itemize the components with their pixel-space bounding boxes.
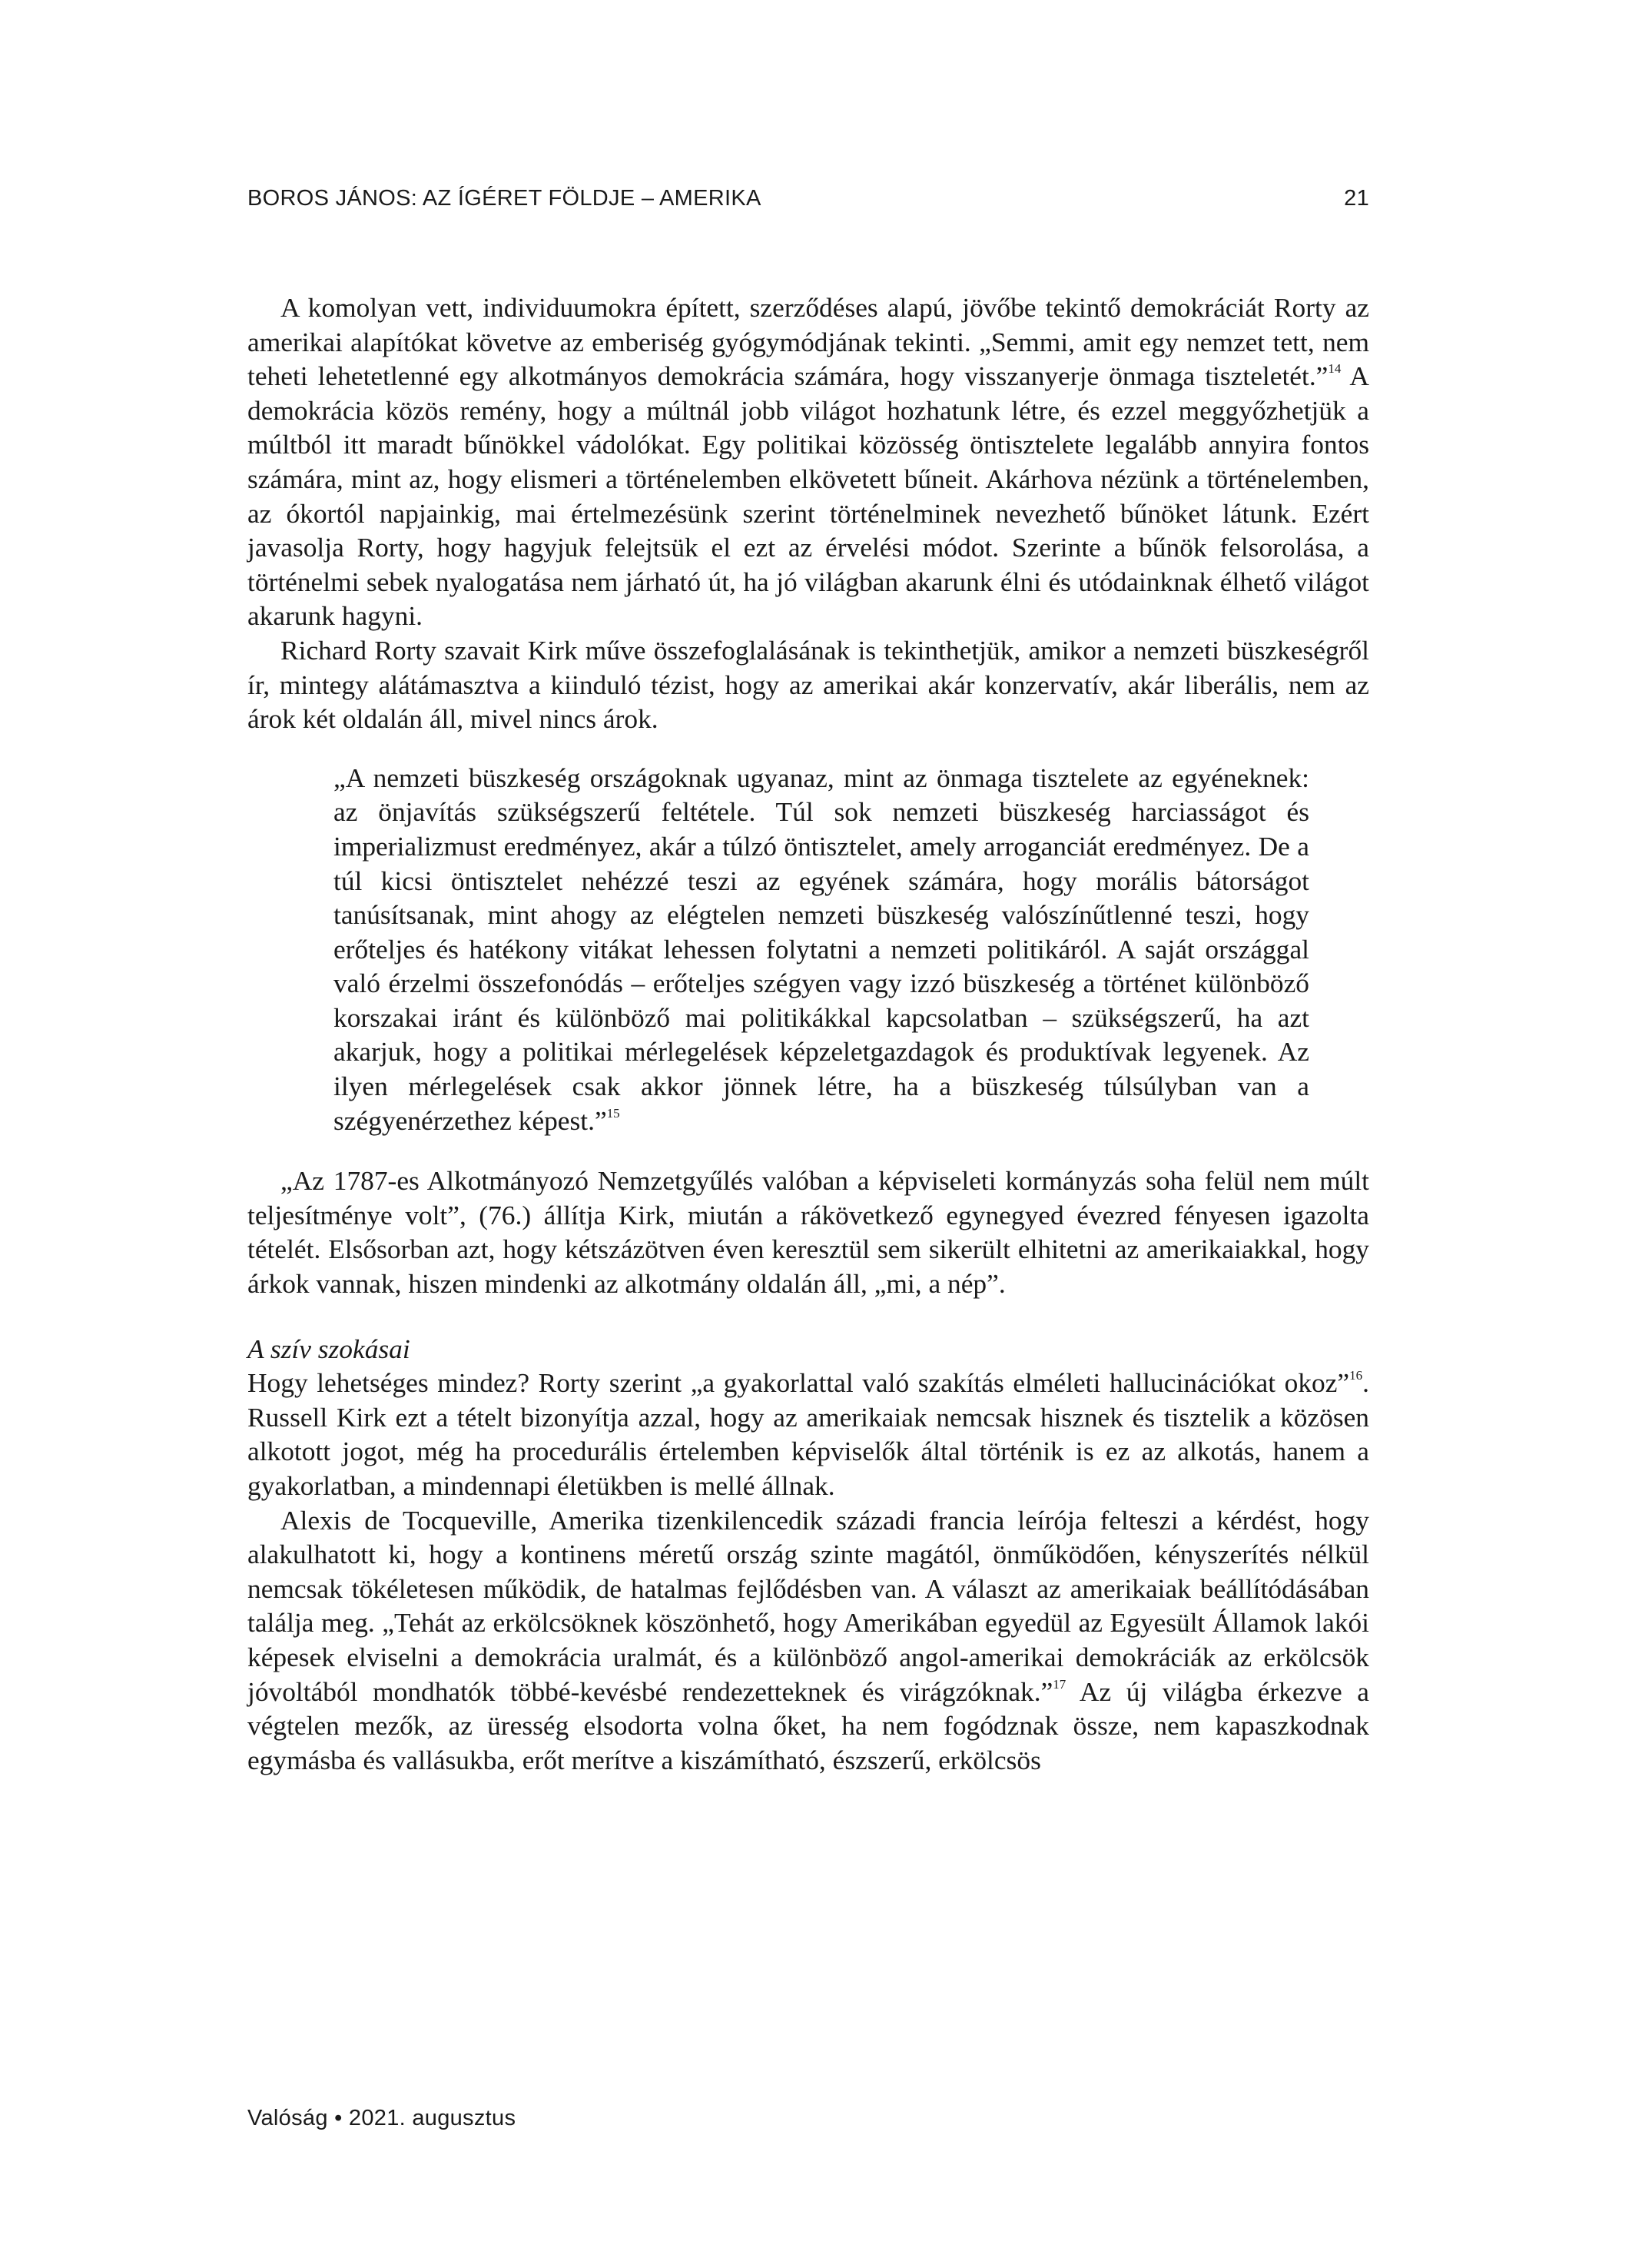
section-subheading: A szív szokásai [247,1333,410,1364]
paragraph-2: Richard Rorty szavait Kirk műve összefoglalásának is tekinthetjük, amikor a nemzeti büszkeségről ír, mintegy alátámasztva a kiinduló tézist, hogy az amerikai akár konzervatív, akár liberális, nem az árok két oldalán áll, mivel nincs árok. [247,634,1369,735]
footnote-ref-15: 15 [606,1105,620,1121]
page-number: 21 [1344,186,1369,211]
running-title: BOROS JÁNOS: AZ ÍGÉRET FÖLDJE – AMERIKA [247,186,761,211]
footnote-ref-14: 14 [1328,361,1342,377]
paragraph-text: Az új világba érkezve a végtelen mezők, az üresség elsodorta volna őket, ha nem fogódznak össze, nem kapaszkodnak egymásba és vallásukba, erőt merítve a kiszámítható, észszerű, erkölcsös [247,1675,1370,1775]
paragraph-4 [247,1366,1369,1503]
paragraph-1 [247,291,1369,633]
paragraph-text: Hogy lehetséges mindez? Rorty szerint „a gyakorlattal való szakítás elméleti hallucinációkat okoz” [247,1367,1350,1399]
paragraph-5 [247,1503,1369,1778]
running-head [247,186,1369,220]
block-quote [333,761,1309,1138]
paragraph-3: „Az 1787-es Alkotmányozó Nemzetgyűlés valóban a képviseleti kormányzás soha felül nem múlt teljesítménye volt”, (76.) állítja Kirk, miután a rákövetkező egynegyed évezred fényesen igazolta tételét. Elsősorban azt, hogy kétszázötven éven keresztül sem sikerült elhitetni az amerikaiakkal, hogy árkok vannak, hiszen mindenki az alkotmány oldalán áll, „mi, a nép”. [247,1165,1369,1300]
paragraph-text: . Russell Kirk ezt a tételt bizonyítja azzal, hogy az amerikaiak nemcsak hisznek és tisztelik a közösen alkotott jogot, még ha procedurális értelemben képviselők által történik is ez az alkotás, hanem a gyakorlatban, a mindennapi életükben is mellé állnak. [247,1367,1369,1501]
article-body [247,291,1369,1777]
paragraph-text: A komolyan vett, individuumokra épített, szerződéses alapú, jövőbe tekintő demokráciát Rorty az amerikai alapítókat követve az emberiség gyógymódjának tekinti. „Semmi, amit egy nemzet tett, nem teheti lehetetlenné egy alkotmányos demokrácia számára, hogy visszanyerje önmaga tiszteletét.” [247,292,1369,392]
paragraph-text: A demokrácia közös remény, hogy a múltnál jobb világot hozhatunk létre, és ezzel meggyőzhetjük a múltból itt maradt bűnökkel vádolókat. Egy politikai közösség öntisztelete legalább annyira fontos számára, mint az, hogy elismeri a történelemben elkövetett bűneit. Akárhova nézünk a történelemben, az ókortól napjainkig, mai értelmezésünk szerint történelminek nevezhető bűnöket látunk. Ezért javasolja Rorty, hogy hagyjuk felejtsük el ezt az érvelési módot. Szerinte a bűnök felsorolása, a történelmi sebek nyalogatása nem járható út, ha jó világban akarunk élni és utódainknak élhető világot akarunk hagyni. [247,360,1369,632]
footnote-ref-17: 17 [1053,1676,1066,1692]
quote-text: „A nemzeti büszkeség országoknak ugyanaz, mint az önmaga tisztelete az egyéneknek: az önjavítás szükségszerű feltétele. Túl sok nemzeti büszkeség harciasságot és imperializmust eredményez, akár a túlzó öntisztelet, amely arroganciát eredményez. De a túl kicsi öntisztelet nehézzé teszi az egyének számára, hogy morális bátorságot tanúsítsanak, mint ahogy az elégtelen nemzeti büszkeség valószínűtlenné teszi, hogy erőteljes és hatékony vitákat lehessen folytatni a nemzeti politikáról. A saját országgal való érzelmi összefonódás – erőteljes szégyen vagy izzó büszkeség a történet különböző korszakai iránt és különböző mai politikákkal kapcsolatban – szükségszerű, ha azt akarjuk, hogy a politikai mérlegelések képzeletgazdagok és produktívak legyenek. Az ilyen mérlegelések csak akkor jönnek létre, ha a büszkeség túlsúlyban van a szégyenérzethez képest.” [333,762,1309,1136]
page-footer: Valóság • 2021. augusztus [247,2106,516,2130]
paragraph-text: Alexis de Tocqueville, Amerika tizenkilencedik századi francia leírója felteszi a kérdést, hogy alakulhatott ki, hogy a kontinens méretű ország szinte magától, önműködően, kényszerítés nélkül nemcsak tökéletesen működik, de hatalmas fejlődésben van. A választ az amerikaiak beállítódásában találja meg. „Tehát az erkölcsöknek köszönhető, hogy Amerikában egyedül az Egyesült Államok lakói képesek elviselni a demokrácia uralmát, és a különböző angol-amerikai demokráciák az erkölcsök jóvoltából mondhatók többé-kevésbé rendezetteknek és virágzóknak.” [247,1504,1369,1707]
footnote-ref-16: 16 [1349,1368,1363,1383]
